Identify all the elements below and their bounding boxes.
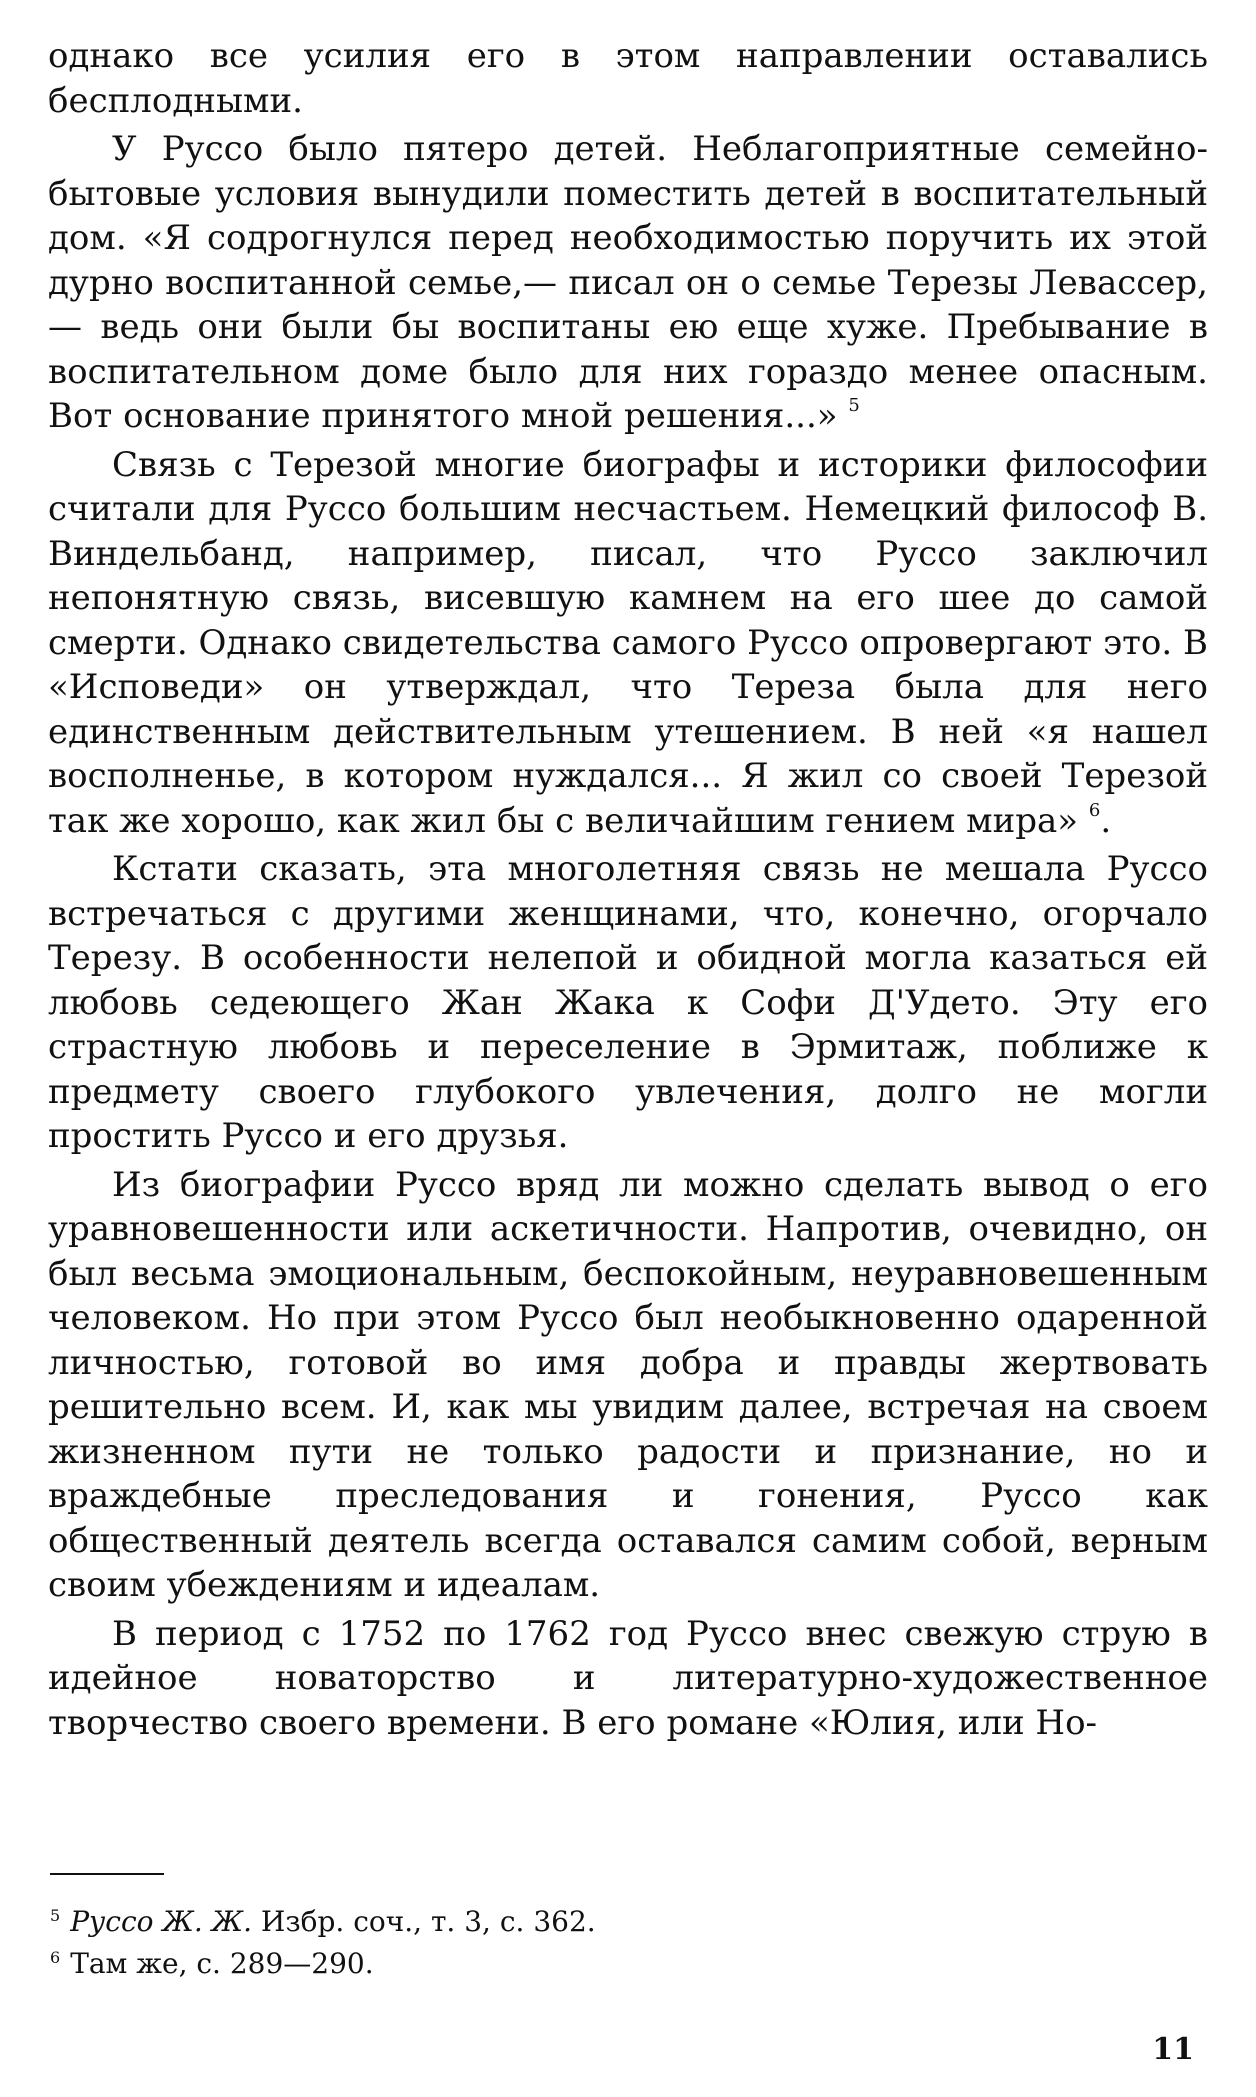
body-text: [48, 34, 1208, 1745]
page-number: 11: [1152, 2032, 1194, 2067]
footnote-number: 5: [50, 1906, 61, 1925]
footnotes: [50, 1898, 1150, 1982]
footnote-ref-5: 5: [848, 395, 860, 416]
paragraph-1: однако все усилия его в этом направлении оставались бесплодными.: [48, 36, 1208, 121]
footnote-ref-6: 6: [1088, 799, 1101, 821]
footnote-author: Руссо Ж. Ж.: [70, 1905, 253, 1938]
paragraph-4: Кстати сказать, эта многолетняя связь не мешала Руссо встречаться с другими женщинами, что, конечно, огорчало Терезу. В особенности нелепой и обидной могла казаться ей любовь седеющего Жан Жака к Софи Д'Удето. Эту его страстную любовь и переселение в Эрмитаж, поближе к предмету своего глубокого увлечения, долго не могли простить Руссо и его друзья.: [48, 849, 1208, 1156]
paragraph-3: Связь с Терезой многие биографы и историки философии считали для Руссо большим несчастьем. Немецкий философ В. Виндельбанд, например, писал, что Руссо заключил непонятную связь, висевшую камнем на его шее до самой смерти. Однако свидетельства самого Руссо опровергают это. В «Исповеди» он утверждал, что Тереза была для него единственным действительным утешением. В ней «я нашел восполненье, в котором нуждался... Я жил со своей Терезой так же хорошо, как жил бы с величайшим гением мира» $^6$.: [48, 444, 1208, 841]
footnote-divider: [50, 1873, 164, 1875]
footnote-source: Избр. соч., т. 3, с. 362.: [260, 1905, 596, 1938]
paragraph-5: Из биографии Руссо вряд ли можно сделать вывод о его уравновешенности или аскетичности. Напротив, очевидно, он был весьма эмоциональным, беспокойным, неуравновешенным человеком. Но при этом Руссо был необыкновенно одаренной личностью, готовой во имя добра и правды жертвовать решительно всем. И, как мы увидим далее, встречая на своем жизненном пути не только радости и признание, но и враждебные преследования и гонения, Руссо как общественный деятель всегда оставался самим собой, верным своим убеждениям и идеалам.: [48, 1164, 1208, 1605]
paragraph-6: В период с 1752 по 1762 год Руссо внес свежую струю в идейное новаторство и литературно-художественное творчество своего времени. В его романе «Юлия, или Но-: [48, 1613, 1208, 1743]
paragraph-2: У Руссо было пятеро детей. Неблагоприятные семейно-бытовые условия вынудили поместить детей в воспитательный дом. «Я содрогнулся перед необходимостью поручить их этой дурно воспитанной семье,— писал он о семье Терезы Левассер,— ведь они были бы воспитаны ею еще хуже. Пребывание в воспитательном доме было для них гораздо менее опасным. Вот основание принятого мной решения...» $^5$: [48, 129, 1208, 436]
footnote-source: Там же, с. 289—290.: [70, 1947, 374, 1980]
footnote-6: [50, 1940, 1150, 1982]
footnote-5: [50, 1898, 1150, 1940]
footnote-number: 6: [50, 1948, 61, 1967]
